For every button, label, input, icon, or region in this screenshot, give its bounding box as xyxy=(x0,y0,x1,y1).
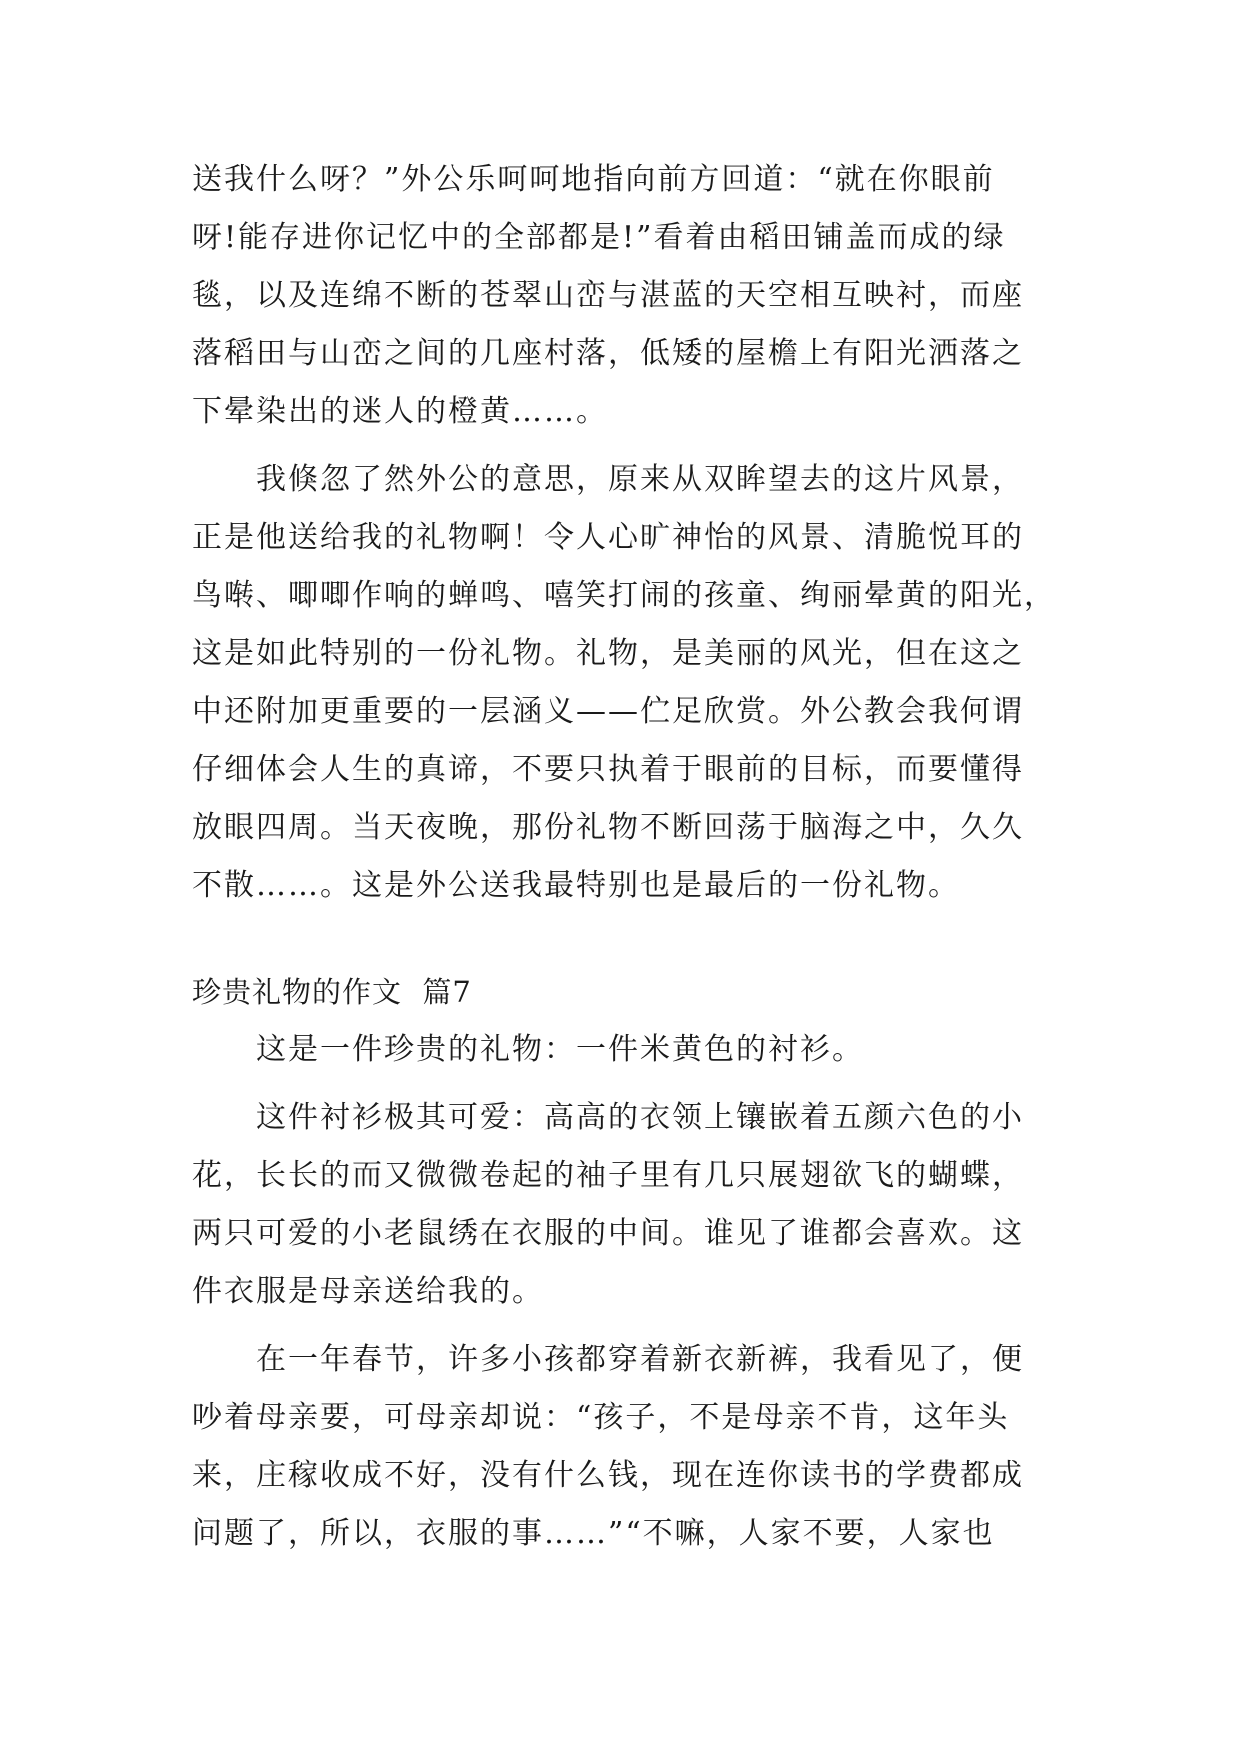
paragraph-line: 两只可爱的小老鼠绣在衣服的中间。谁见了谁都会喜欢。这 xyxy=(192,1216,1024,1251)
paragraph-line: 件衣服是母亲送给我的。 xyxy=(192,1274,544,1309)
paragraph-line: 落稻田与山峦之间的几座村落，低矮的屋檐上有阳光洒落之 xyxy=(192,336,1024,371)
paragraph-line: 送我什么呀？”外公乐呵呵地指向前方回道：“就在你眼前 xyxy=(192,162,995,197)
paragraph-line: 在一年春节，许多小孩都穿着新衣新裤，我看见了，便 xyxy=(192,1342,1024,1377)
paragraph-line: 吵着母亲要，可母亲却说：“孩子，不是母亲不肯，这年头 xyxy=(192,1400,1010,1435)
paragraph-line: 中还附加更重要的一层涵义——伫足欣赏。外公教会我何谓 xyxy=(192,694,1024,729)
paragraph-line: 这件衬衫极其可爱：高高的衣领上镶嵌着五颜六色的小 xyxy=(192,1100,1024,1135)
paragraph-line: 这是如此特别的一份礼物。礼物，是美丽的风光，但在这之 xyxy=(192,636,1024,671)
paragraph-line: 鸟啭、唧唧作响的蝉鸣、嘻笑打闹的孩童、绚丽晕黄的阳光， xyxy=(192,578,1056,613)
paragraph-line: 问题了，所以，衣服的事……”“不嘛，人家不要，人家也 xyxy=(192,1516,995,1551)
paragraph-line: 毯，以及连绵不断的苍翠山峦与湛蓝的天空相互映衬，而座 xyxy=(192,278,1024,313)
paragraph-line: 正是他送给我的礼物啊！令人心旷神怡的风景、清脆悦耳的 xyxy=(192,520,1024,555)
paragraph-line: 呀!能存进你记忆中的全部都是!”看着由稻田铺盖而成的绿 xyxy=(192,220,1006,255)
paragraph-line: 下晕染出的迷人的橙黄……。 xyxy=(192,394,608,429)
paragraph-line: 放眼四周。当天夜晚，那份礼物不断回荡于脑海之中，久久 xyxy=(192,810,1024,845)
paragraph-line: 这是一件珍贵的礼物：一件米黄色的衬衫。 xyxy=(192,1032,864,1067)
paragraph-line: 我倏忽了然外公的意思，原来从双眸望去的这片风景， xyxy=(192,462,1024,497)
paragraph-line: 来，庄稼收成不好，没有什么钱，现在连你读书的学费都成 xyxy=(192,1458,1024,1493)
paragraph-line: 花，长长的而又微微卷起的袖子里有几只展翅欲飞的蝴蝶， xyxy=(192,1158,1024,1193)
section-heading: 珍贵礼物的作文 篇7 xyxy=(192,975,472,1009)
paragraph-line: 仔细体会人生的真谛，不要只执着于眼前的目标，而要懂得 xyxy=(192,752,1024,787)
paragraph-line: 不散……。这是外公送我最特别也是最后的一份礼物。 xyxy=(192,868,960,903)
